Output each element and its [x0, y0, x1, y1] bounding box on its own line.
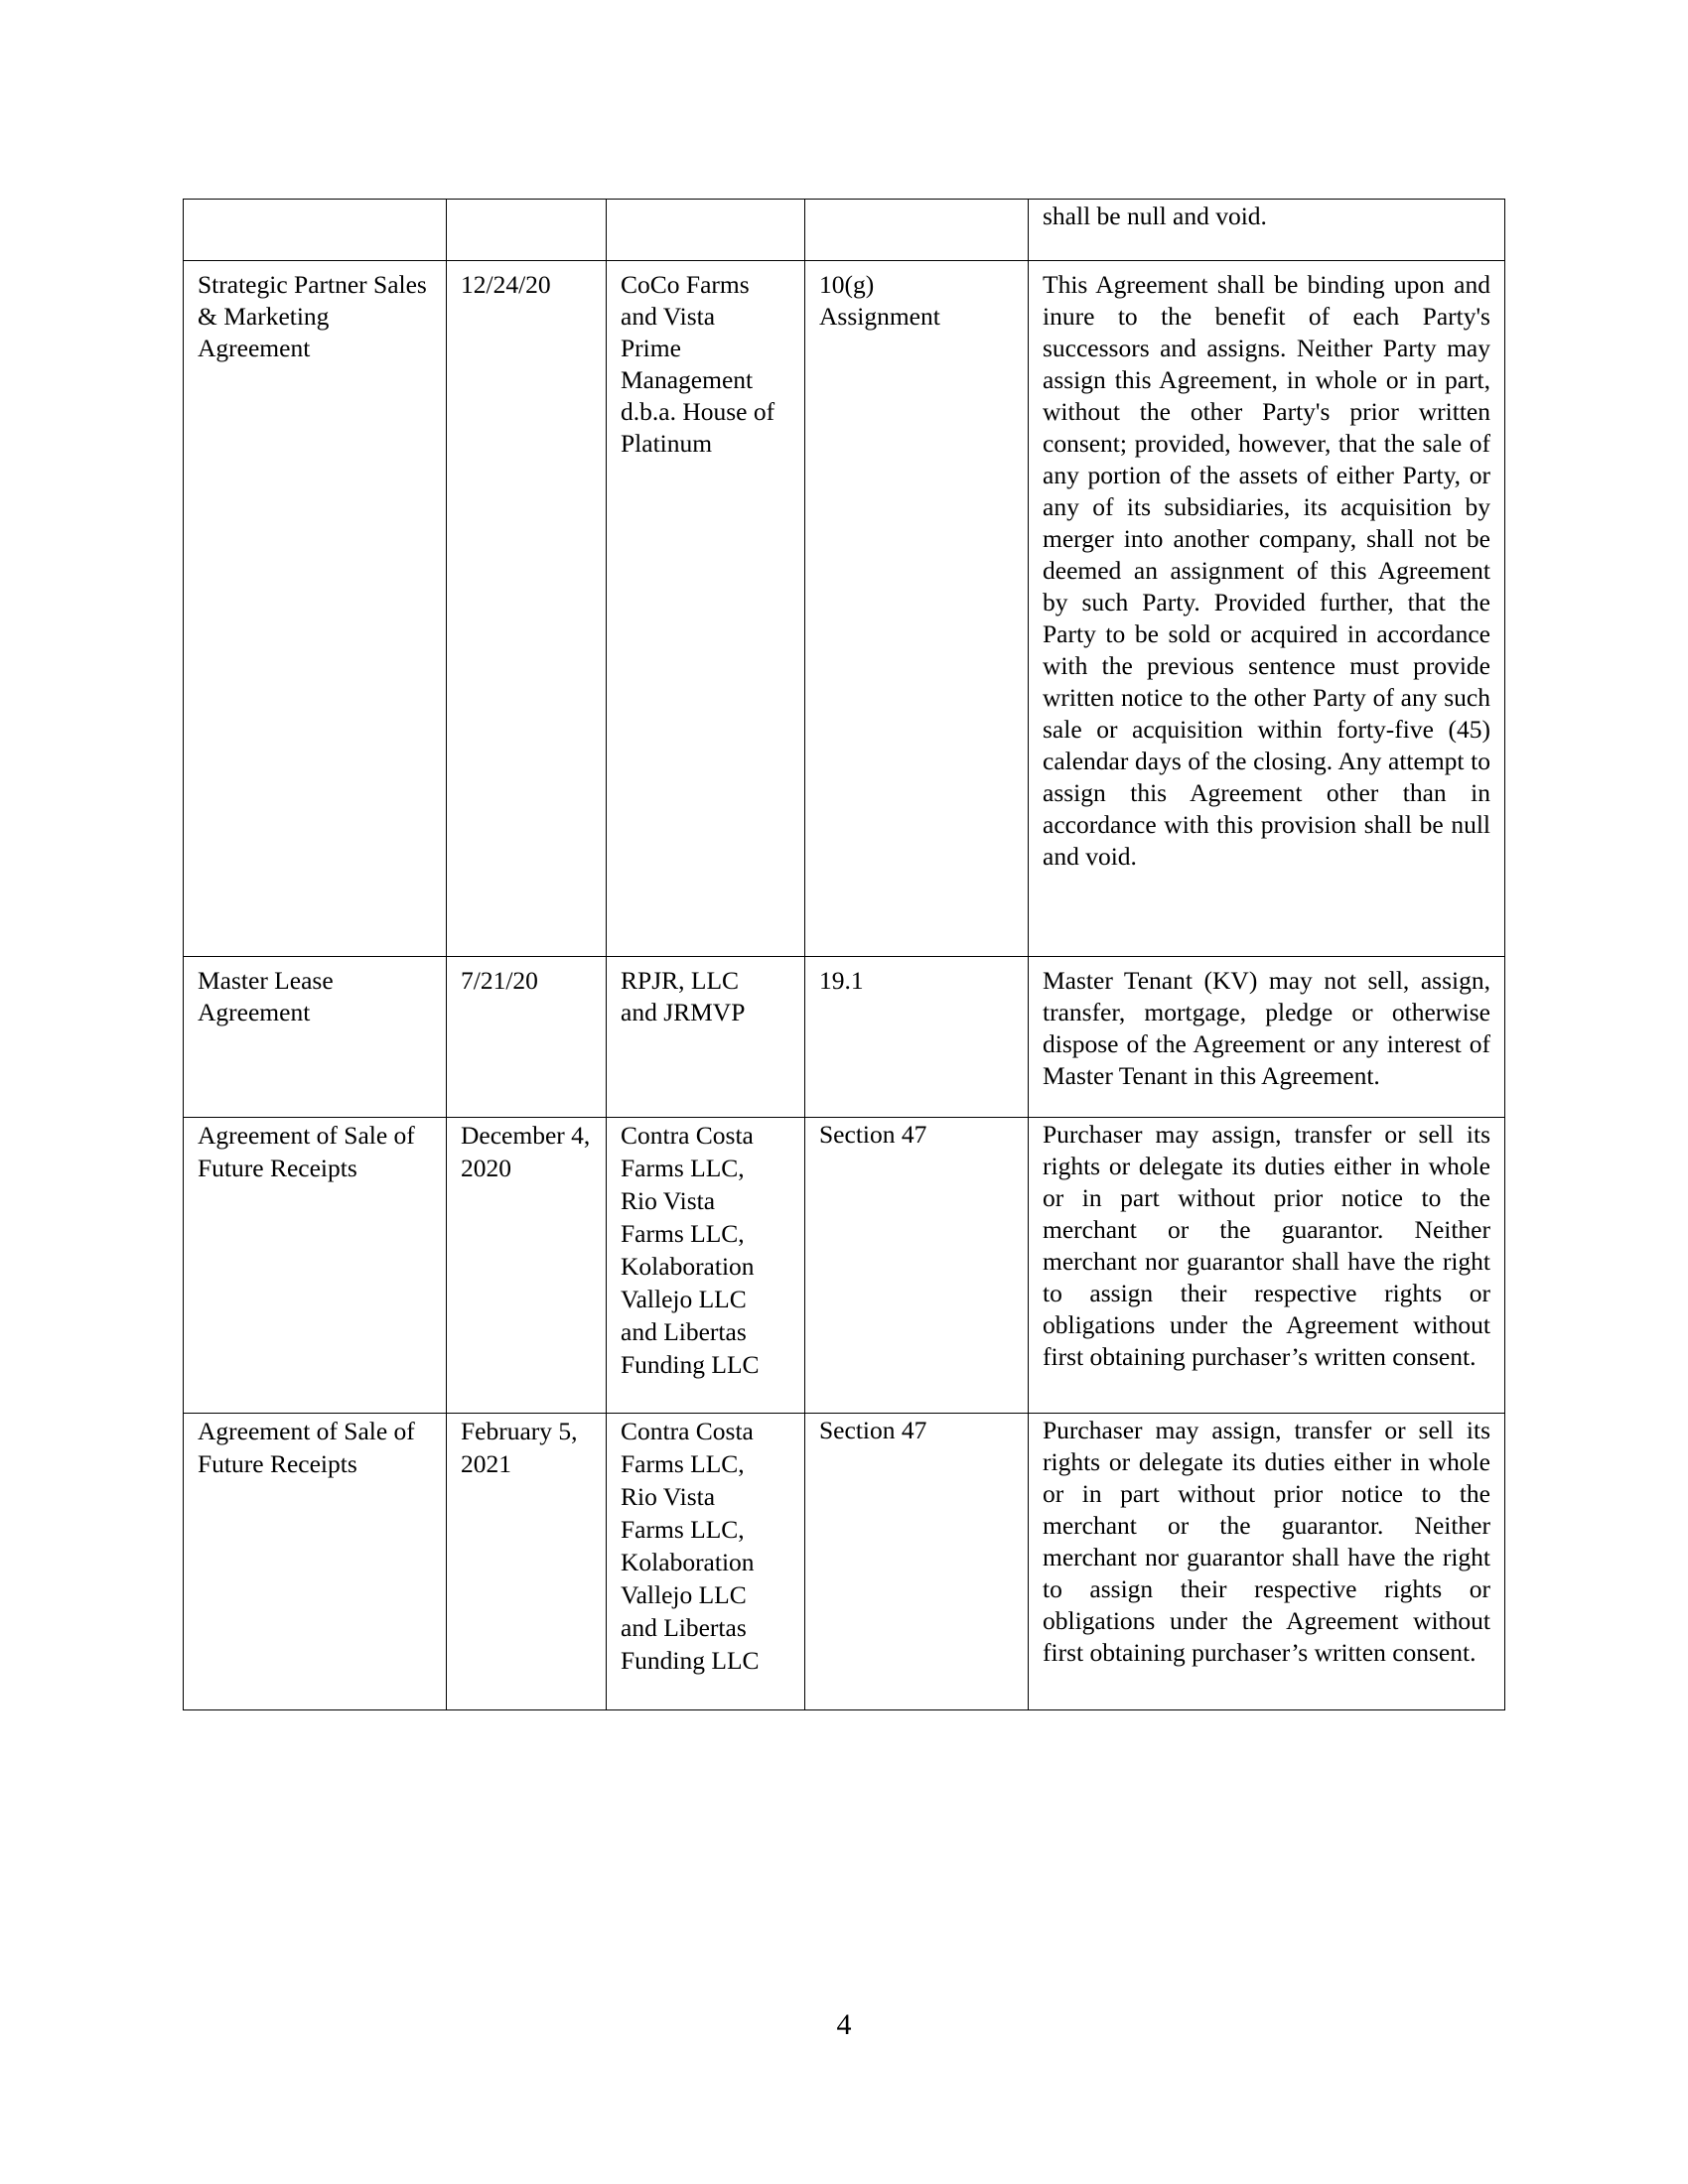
agreement-cell: Master Lease Agreement — [184, 957, 447, 1118]
section-cell — [805, 957, 1029, 1118]
party-line: Farms LLC, — [621, 1515, 745, 1544]
date-cell: 12/24/20 — [447, 261, 607, 957]
date-cell: 7/21/20 — [447, 957, 607, 1118]
table-row — [184, 957, 1505, 1118]
table-row — [184, 1118, 1505, 1414]
page-number: 4 — [836, 2008, 852, 2041]
party-line: Farms LLC, — [621, 1154, 745, 1182]
section-line: 10(g) — [819, 270, 875, 299]
parties-cell — [607, 957, 805, 1118]
party-line: Kolaboration — [621, 1252, 755, 1281]
agreements-table — [183, 199, 1505, 1710]
provision-text-cell: This Agreement shall be binding upon and inure to the benefit of each Party's successors and assigns. Neither Party may assign this Agreement, in whole or in part, without the other Party's prior written consent; provided, however, that the sale of any portion of the assets of either Party, or any of its subsidiaries, its acquisition by merger into another company, shall not be deemed an assignment of this Agreement by such Party. Provided further, that the Party to be sold or acquired in accordance with the previous sentence must provide written notice to the other Party of any such sale or acquisition within forty-five (45) calendar days of the closing. Any attempt to assign this Agreement other than in accordance with this provision shall be null and void. — [1029, 261, 1505, 957]
party-line: Contra Costa — [621, 1121, 754, 1150]
section-line: Section 47 — [819, 1416, 927, 1444]
date-cell: February 5, 2021 — [447, 1414, 607, 1710]
agreement-cell: Strategic Partner Sales & Marketing Agreement — [184, 261, 447, 957]
section-cell — [805, 261, 1029, 957]
date-cell — [447, 200, 607, 261]
party-line: Platinum — [621, 429, 713, 458]
party-line: d.b.a. House of — [621, 397, 775, 426]
date-cell: December 4, 2020 — [447, 1118, 607, 1414]
section-cell — [805, 1118, 1029, 1414]
party-line: Contra Costa — [621, 1417, 754, 1445]
party-line: and Libertas — [621, 1613, 747, 1642]
parties-cell — [607, 200, 805, 261]
party-line: Management — [621, 365, 754, 394]
parties-cell — [607, 1118, 805, 1414]
party-line: Vallejo LLC — [621, 1285, 747, 1313]
party-line: CoCo Farms — [621, 270, 750, 299]
section-line: Assignment — [819, 302, 940, 331]
agreement-cell — [184, 200, 447, 261]
party-line: and JRMVP — [621, 998, 746, 1026]
parties-cell — [607, 1414, 805, 1710]
party-line: and Libertas — [621, 1317, 747, 1346]
table-row — [184, 261, 1505, 957]
table-row — [184, 200, 1505, 261]
provision-text-cell: Purchaser may assign, transfer or sell its rights or delegate its duties either in whole or in part without prior notice to the merchant or the guarantor. Neither merchant nor guarantor shall have the right to assign their respective rights or obligations under the Agreement without first obtaining purchaser’s written consent. — [1029, 1118, 1505, 1414]
party-line: Farms LLC, — [621, 1219, 745, 1248]
party-line: and Vista — [621, 302, 716, 331]
section-cell — [805, 200, 1029, 261]
party-line: Kolaboration — [621, 1548, 755, 1576]
section-line: Section 47 — [819, 1120, 927, 1149]
provision-text-cell: shall be null and void. — [1029, 200, 1505, 261]
provision-text-cell: Master Tenant (KV) may not sell, assign, transfer, mortgage, pledge or otherwise dispose of the Agreement or any interest of Master Tenant in this Agreement. — [1029, 957, 1505, 1118]
table-row — [184, 1414, 1505, 1710]
provision-text-cell: Purchaser may assign, transfer or sell its rights or delegate its duties either in whole or in part without prior notice to the merchant or the guarantor. Neither merchant nor guarantor shall have the right to assign their respective rights or obligations under the Agreement without first obtaining purchaser’s written consent. — [1029, 1414, 1505, 1710]
parties-cell — [607, 261, 805, 957]
party-line: Funding LLC — [621, 1350, 760, 1379]
party-line: Rio Vista — [621, 1482, 716, 1511]
party-line: Vallejo LLC — [621, 1580, 747, 1609]
section-cell — [805, 1414, 1029, 1710]
party-line: Farms LLC, — [621, 1449, 745, 1478]
party-line: Rio Vista — [621, 1186, 716, 1215]
party-line: Funding LLC — [621, 1646, 760, 1675]
section-line: 19.1 — [819, 966, 864, 995]
agreement-cell: Agreement of Sale of Future Receipts — [184, 1414, 447, 1710]
party-line: Prime — [621, 334, 681, 362]
agreement-cell: Agreement of Sale of Future Receipts — [184, 1118, 447, 1414]
party-line: RPJR, LLC — [621, 966, 740, 995]
